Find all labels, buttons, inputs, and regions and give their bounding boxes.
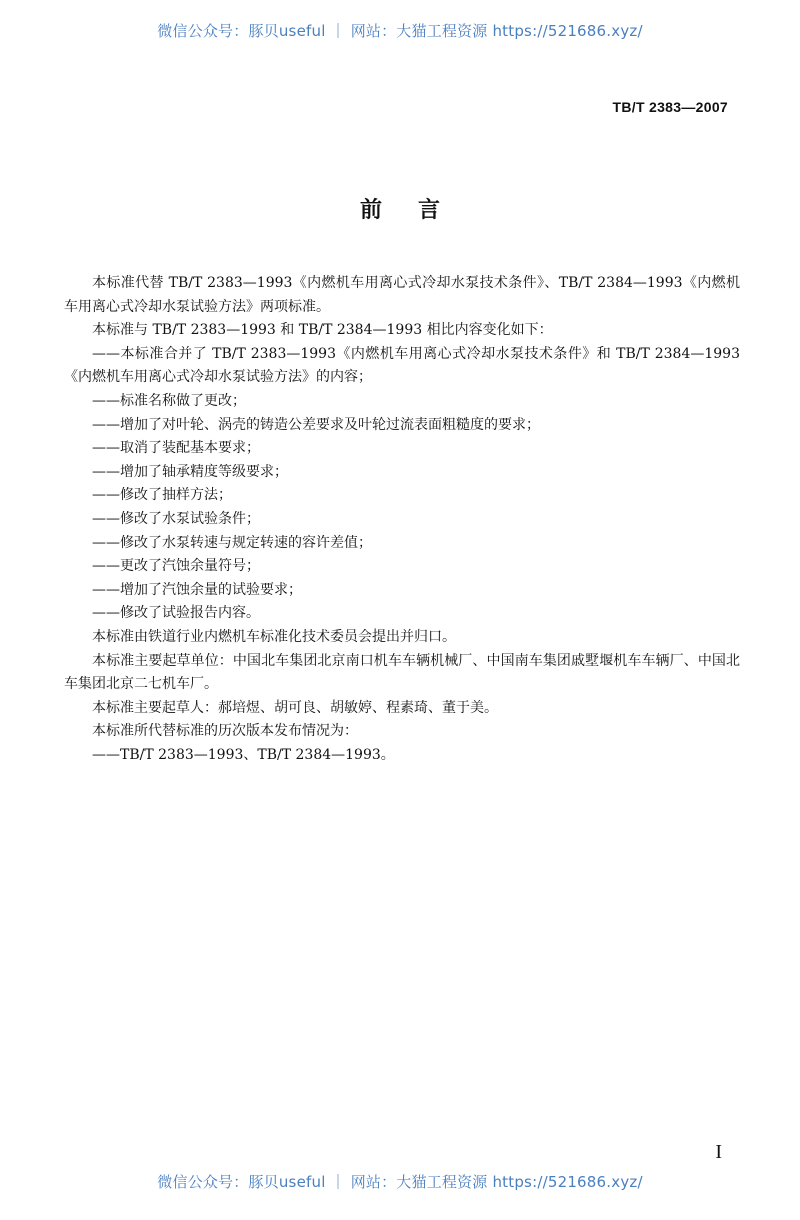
body-text (64, 272, 740, 767)
paragraph-replaces: 本标准代替 TB/T 2383—1993《内燃机车用离心式冷却水泵技术条件》、TB/T 2384—1993《内燃机车用离心式冷却水泵试验方法》两项标准。 (64, 275, 740, 315)
watermark-bottom: 微信公众号：豚贝useful ｜ 网站：大猫工程资源 https://521686.xyz/ (157, 1173, 643, 1191)
list-item-history: ——TB/T 2383—1993、TB/T 2384—1993。 (92, 746, 395, 763)
list-item-bearing-precision: ——增加了轴承精度等级要求； (92, 463, 288, 480)
list-item-sampling: ——修改了抽样方法； (92, 487, 232, 504)
list-item-speed-tolerance: ——修改了水泵转速与规定转速的容许差值； (92, 534, 372, 551)
list-item-test-conditions: ——修改了水泵试验条件； (92, 510, 260, 527)
list-item-test-report: ——修改了试验报告内容。 (92, 605, 260, 622)
paragraph-history-intro: 本标准所代替标准的历次版本发布情况为： (92, 723, 358, 740)
paragraph-changes-intro: 本标准与 TB/T 2383—1993 和 TB/T 2384—1993 相比内容变化如下： (92, 322, 553, 339)
page-title: 前言 (359, 198, 476, 223)
page-number: I (715, 1141, 722, 1163)
list-item-casting-tolerance: ——增加了对叶轮、涡壳的铸造公差要求及叶轮过流表面粗糙度的要求； (92, 416, 540, 433)
list-item-npsh-symbol: ——更改了汽蚀余量符号； (92, 558, 260, 575)
list-item-assembly-removed: ——取消了装配基本要求； (92, 440, 260, 457)
list-item-merged: ——本标准合并了 TB/T 2383—1993《内燃机车用离心式冷却水泵技术条件》和 TB/T 2384—1993《内燃机车用离心式冷却水泵试验方法》的内容； (64, 345, 740, 386)
list-item-npsh-test: ——增加了汽蚀余量的试验要求； (92, 581, 302, 598)
paragraph-drafting-units: 本标准主要起草单位：中国北车集团北京南口机车车辆机械厂、中国南车集团戚墅堰机车车辆厂、中国北车集团北京二七机车厂。 (64, 652, 740, 693)
watermark-top: 微信公众号：豚贝useful ｜ 网站：大猫工程资源 https://521686.xyz/ (157, 22, 643, 40)
paragraph-drafters: 本标准主要起草人：郝培煜、胡可良、胡敏婷、程素琦、董于美。 (92, 699, 498, 716)
paragraph-proposer: 本标准由铁道行业内燃机车标准化技术委员会提出并归口。 (92, 628, 456, 645)
list-item-name-changed: ——标准名称做了更改； (92, 392, 246, 409)
document-code: TB/T 2383—2007 (612, 99, 728, 115)
